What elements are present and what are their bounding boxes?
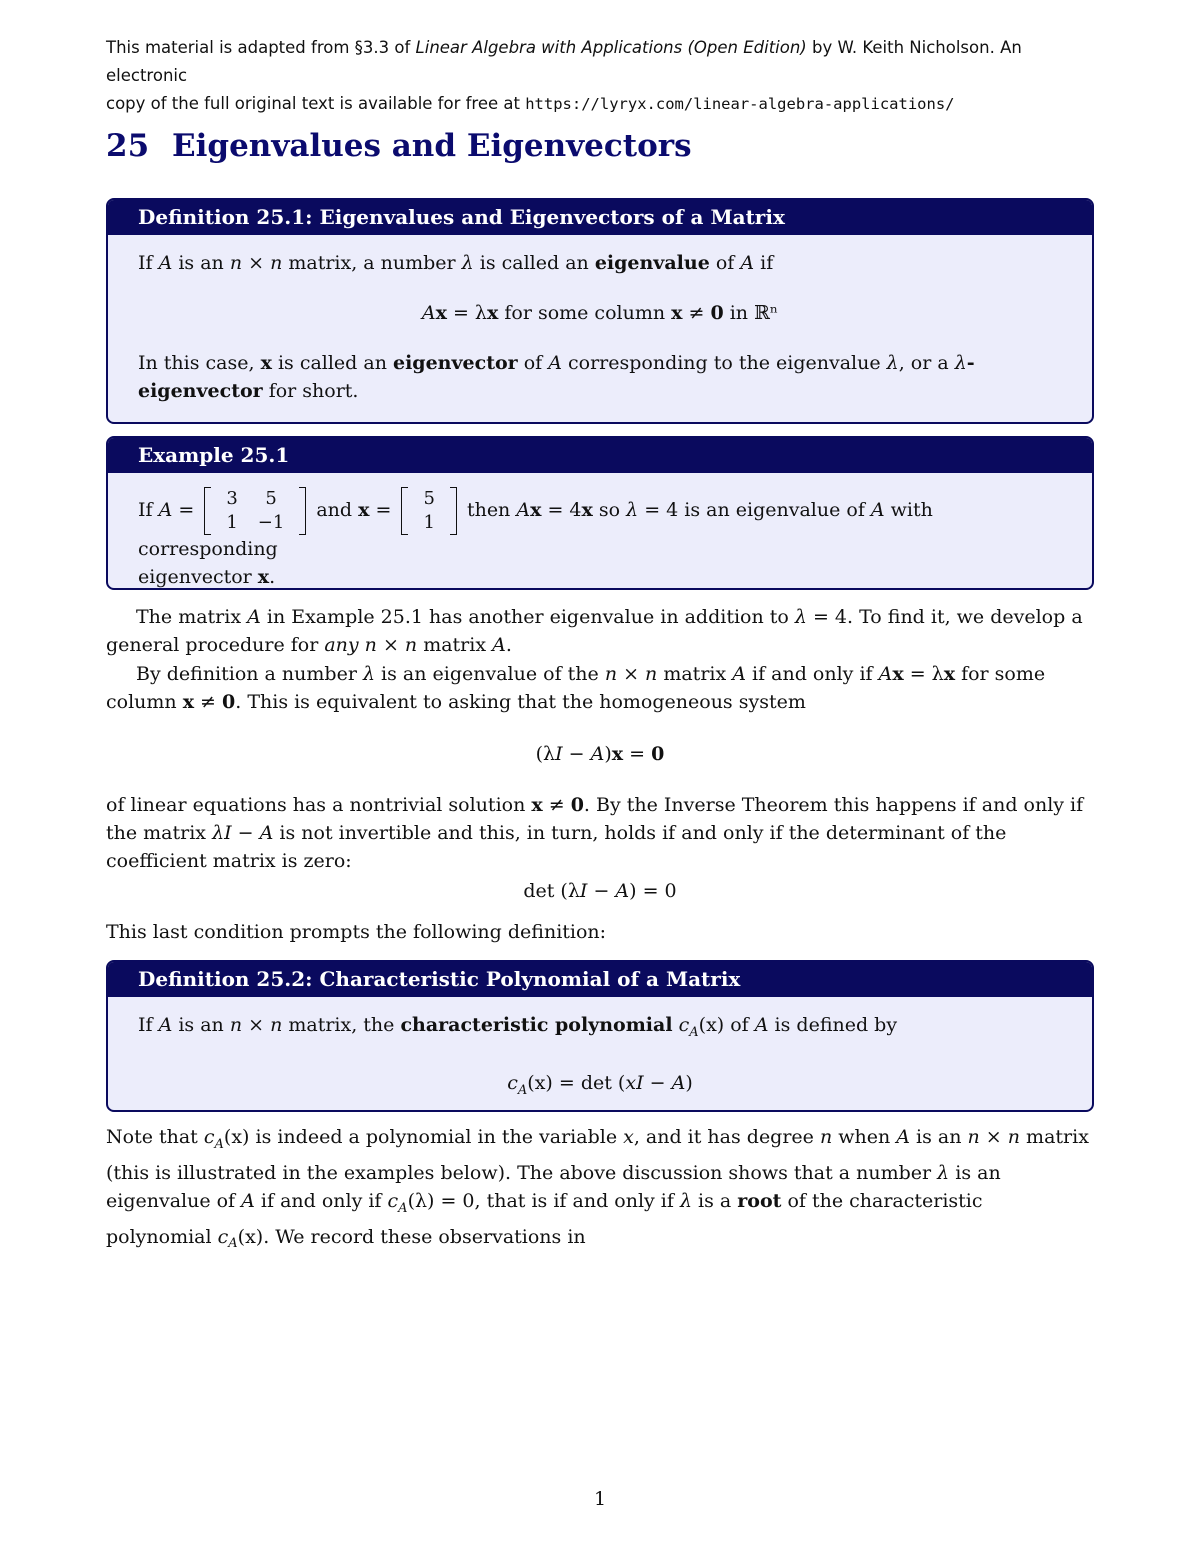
matrix-entry: 1 — [226, 512, 238, 533]
definition-heading: Definition 25.1: Eigenvalues and Eigenvectors of a Matrix — [108, 200, 1092, 235]
term-characteristic-polynomial: characteristic polynomial — [400, 1014, 673, 1036]
example-heading: Example 25.1 — [108, 438, 1092, 473]
definition-text: If A is an n × n matrix, the characteristic polynomial $c_A(x)$ of A is defined by — [138, 1014, 898, 1040]
paragraph: of linear equations has a nontrivial solution x ≠ 0. By the Inverse Theorem this happens if and only if the matrix λI − A is not invertible and this, in turn, holds if and only if the determinant of the coefficient matrix is zero: — [106, 794, 1084, 872]
definition-text: If A is an n × n matrix, a number λ is called an eigenvalue of A if — [138, 252, 774, 274]
term-eigenvalue: eigenvalue — [594, 252, 710, 274]
definition-text: In this case, x is called an eigenvector of A corresponding to the eigenvalue λ, or a λ-eigenvector for short. — [138, 352, 975, 402]
paragraph: By definition a number λ is an eigenvalue of the n × n matrix A if and only if Ax = λx for some column x ≠ 0. This is equivalent to asking that the homogeneous system — [106, 663, 1046, 713]
display-equation: det (λI − A) = 0 — [523, 880, 677, 902]
example-box-25-1 — [106, 436, 1094, 590]
term-root: root — [737, 1189, 782, 1212]
paragraph: Note that $c_A(x)$ is indeed a polynomial in the variable x, and it has degree n when A is an n × n matrix (this is illustrated in the examples below). The above discussion shows that a number λ is an eigenvalue of A if and only if $c_A(\lambda) = 0$, that is if and only if λ is a root of the characteristic polynomial $c_A(x)$. We record these observations in — [106, 1126, 1089, 1252]
matrix-entry: −1 — [257, 512, 285, 533]
definition-heading: Definition 25.2: Characteristic Polynomial of a Matrix — [108, 962, 1092, 997]
paragraph: The matrix A in Example 25.1 has another eigenvalue in addition to λ = 4. To find it, we develop a general procedure for any n × n matrix A. — [106, 606, 1083, 656]
matrix-entry: 5 — [265, 488, 277, 509]
source-note — [106, 34, 1096, 118]
chapter-heading: Eigenvalues and Eigenvectors — [172, 128, 692, 164]
matrix-entry: 3 — [226, 488, 238, 509]
definition-box-25-2 — [106, 960, 1094, 1112]
source-note-text: copy of the full original text is available for free at — [106, 94, 526, 113]
chapter-title — [106, 128, 692, 164]
matrix-A — [204, 487, 306, 535]
source-note-text: This material is adapted from §3.3 of — [106, 38, 416, 57]
vector-entry: 1 — [423, 512, 435, 533]
definition-body — [108, 997, 1092, 1112]
display-equation: Ax = λx for some column x ≠ 0 in ℝⁿ — [421, 302, 779, 324]
example-body — [108, 473, 1092, 590]
vector-x — [401, 487, 456, 535]
book-title: Linear Algebra with Applications (Open Edition) — [415, 38, 807, 57]
vector-entry: 5 — [423, 488, 435, 509]
term-eigenvector: eigenvector — [393, 352, 518, 374]
page-number: 1 — [593, 1488, 607, 1510]
example-text: If A = 3 5 1 −1 and x = 5 1 then Ax = 4x so λ = 4 is an eigenvalue of A with corresponding eigenvector x. — [138, 488, 933, 588]
definition-body — [108, 235, 1092, 417]
display-equation: (λI − A)x = 0 — [535, 743, 665, 765]
chapter-number: 25 — [106, 128, 150, 164]
paragraph: This last condition prompts the following definition: — [106, 921, 607, 943]
source-url[interactable]: https://lyryx.com/linear-algebra-applications/ — [525, 95, 955, 113]
display-equation: $c_A(x) = \det (xI - A)$ — [507, 1071, 693, 1098]
source-note-text: by W. Keith Nicholson. An electronic — [106, 38, 1022, 85]
definition-box-25-1 — [106, 198, 1094, 424]
